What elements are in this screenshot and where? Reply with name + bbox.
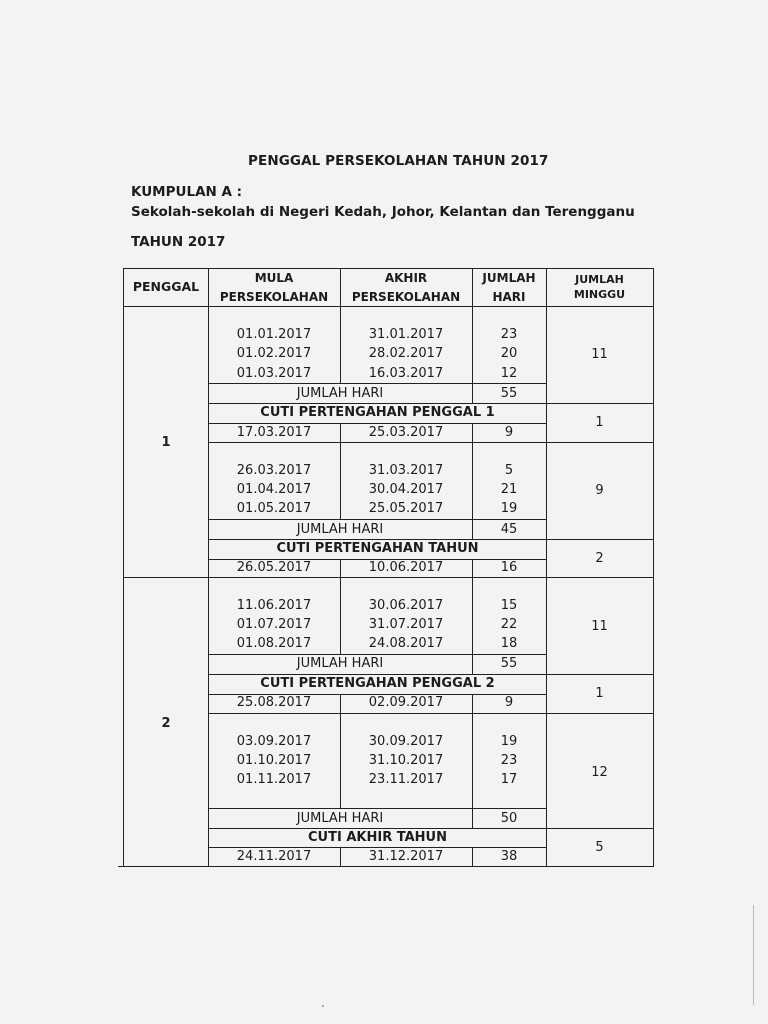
weeks-value: 9 bbox=[595, 483, 604, 498]
table-cell: 01.07.2017 bbox=[236, 617, 312, 632]
grid-line bbox=[208, 847, 547, 848]
table-cell: 19 bbox=[500, 734, 518, 749]
total-value: 50 bbox=[500, 811, 518, 826]
table-cell: 31.10.2017 bbox=[368, 753, 444, 768]
header-jumlah-minggu-line1: JUMLAH bbox=[575, 273, 624, 286]
header-penggal: PENGGAL bbox=[132, 279, 200, 294]
break-days: 9 bbox=[504, 425, 514, 440]
grid-line bbox=[208, 383, 547, 384]
table-cell: 01.01.2017 bbox=[236, 327, 312, 342]
total-label: JUMLAH HARI bbox=[296, 656, 384, 671]
total-label: JUMLAH HARI bbox=[296, 386, 384, 401]
break-title: CUTI PERTENGAHAN PENGGAL 1 bbox=[260, 405, 495, 420]
schools-line: Sekolah-sekolah di Negeri Kedah, Johor, Kelantan dan Terengganu bbox=[131, 204, 635, 220]
break-weeks: 1 bbox=[595, 686, 604, 701]
year-label: TAHUN 2017 bbox=[131, 234, 226, 250]
penggal-1-label: 1 bbox=[161, 435, 171, 450]
break-title: CUTI PERTENGAHAN PENGGAL 2 bbox=[260, 676, 495, 691]
grid-line bbox=[208, 539, 654, 540]
table-cell: 24.08.2017 bbox=[368, 636, 444, 651]
header-akhir-line1: AKHIR bbox=[384, 271, 428, 285]
grid-line bbox=[208, 713, 654, 714]
break-end: 02.09.2017 bbox=[368, 695, 444, 710]
break-title: CUTI AKHIR TAHUN bbox=[308, 830, 447, 845]
break-weeks: 2 bbox=[595, 551, 604, 566]
table-cell: 30.09.2017 bbox=[368, 734, 444, 749]
table-cell: 16.03.2017 bbox=[368, 366, 444, 381]
table-border-right bbox=[653, 268, 654, 866]
weeks-value: 12 bbox=[591, 765, 608, 780]
grid-line bbox=[208, 423, 547, 424]
break-end: 25.03.2017 bbox=[368, 425, 444, 440]
grid-line bbox=[208, 828, 654, 829]
table-cell: 25.05.2017 bbox=[368, 501, 444, 516]
grid-line bbox=[208, 674, 654, 675]
table-cell: 31.01.2017 bbox=[368, 327, 444, 342]
scan-edge-mark bbox=[753, 905, 754, 1005]
table-cell: 22 bbox=[500, 617, 518, 632]
table-cell: 23 bbox=[500, 753, 518, 768]
total-value: 45 bbox=[500, 522, 518, 537]
table-cell: 18 bbox=[500, 636, 518, 651]
break-days: 9 bbox=[504, 695, 514, 710]
table-cell: 19 bbox=[500, 501, 518, 516]
table-cell: 30.06.2017 bbox=[368, 598, 444, 613]
scan-speck bbox=[322, 1005, 324, 1007]
weeks-value: 11 bbox=[591, 619, 608, 634]
header-mula-line2: PERSEKOLAHAN bbox=[219, 290, 329, 304]
table-cell: 11.06.2017 bbox=[236, 598, 312, 613]
table-cell: 28.02.2017 bbox=[368, 346, 444, 361]
break-weeks: 1 bbox=[595, 415, 604, 430]
break-days: 38 bbox=[500, 849, 518, 864]
break-title: CUTI PERTENGAHAN TAHUN bbox=[276, 541, 479, 556]
table-cell: 23.11.2017 bbox=[368, 772, 444, 787]
table-border-bottom bbox=[118, 866, 654, 867]
table-cell: 31.07.2017 bbox=[368, 617, 444, 632]
table-border-left bbox=[123, 268, 124, 866]
table-cell: 03.09.2017 bbox=[236, 734, 312, 749]
table-cell: 01.04.2017 bbox=[236, 482, 312, 497]
table-border-top bbox=[123, 268, 654, 269]
header-divider bbox=[123, 306, 654, 307]
grid-line bbox=[208, 654, 547, 655]
header-jumlah-hari-line2: HARI bbox=[492, 290, 526, 304]
total-label: JUMLAH HARI bbox=[296, 811, 384, 826]
table-cell: 30.04.2017 bbox=[368, 482, 444, 497]
total-value: 55 bbox=[500, 386, 518, 401]
header-jumlah-minggu-line2: MINGGU bbox=[573, 288, 626, 301]
table-cell: 01.11.2017 bbox=[236, 772, 312, 787]
weeks-value: 11 bbox=[591, 347, 608, 362]
break-start: 24.11.2017 bbox=[236, 849, 312, 864]
break-end: 10.06.2017 bbox=[368, 560, 444, 575]
table-cell: 01.03.2017 bbox=[236, 366, 312, 381]
penggal-2-label: 2 bbox=[161, 716, 171, 731]
table-cell: 31.03.2017 bbox=[368, 463, 444, 478]
table-cell: 01.02.2017 bbox=[236, 346, 312, 361]
grid-line bbox=[208, 442, 654, 443]
header-akhir-line2: PERSEKOLAHAN bbox=[351, 290, 461, 304]
table-cell: 17 bbox=[500, 772, 518, 787]
grid-line bbox=[208, 808, 547, 809]
break-end: 31.12.2017 bbox=[368, 849, 444, 864]
table-cell: 21 bbox=[500, 482, 518, 497]
table-cell: 01.08.2017 bbox=[236, 636, 312, 651]
break-start: 25.08.2017 bbox=[236, 695, 312, 710]
total-value: 55 bbox=[500, 656, 518, 671]
group-label: KUMPULAN A : bbox=[131, 184, 243, 200]
grid-line bbox=[208, 403, 654, 404]
break-days: 16 bbox=[500, 560, 518, 575]
table-cell: 5 bbox=[504, 463, 514, 478]
header-jumlah-hari-line1: JUMLAH bbox=[482, 271, 536, 285]
header-mula-line1: MULA bbox=[254, 271, 294, 285]
document-title: PENGGAL PERSEKOLAHAN TAHUN 2017 bbox=[248, 153, 549, 169]
table-cell: 20 bbox=[500, 346, 518, 361]
penggal-divider bbox=[123, 577, 209, 578]
break-start: 17.03.2017 bbox=[236, 425, 312, 440]
table-cell: 23 bbox=[500, 327, 518, 342]
total-label: JUMLAH HARI bbox=[296, 522, 384, 537]
break-weeks: 5 bbox=[595, 840, 604, 855]
table-cell: 26.03.2017 bbox=[236, 463, 312, 478]
table-cell: 01.05.2017 bbox=[236, 501, 312, 516]
table-cell: 01.10.2017 bbox=[236, 753, 312, 768]
break-start: 26.05.2017 bbox=[236, 560, 312, 575]
table-cell: 15 bbox=[500, 598, 518, 613]
grid-line bbox=[208, 519, 547, 520]
grid-line bbox=[208, 577, 654, 578]
table-cell: 12 bbox=[500, 366, 518, 381]
